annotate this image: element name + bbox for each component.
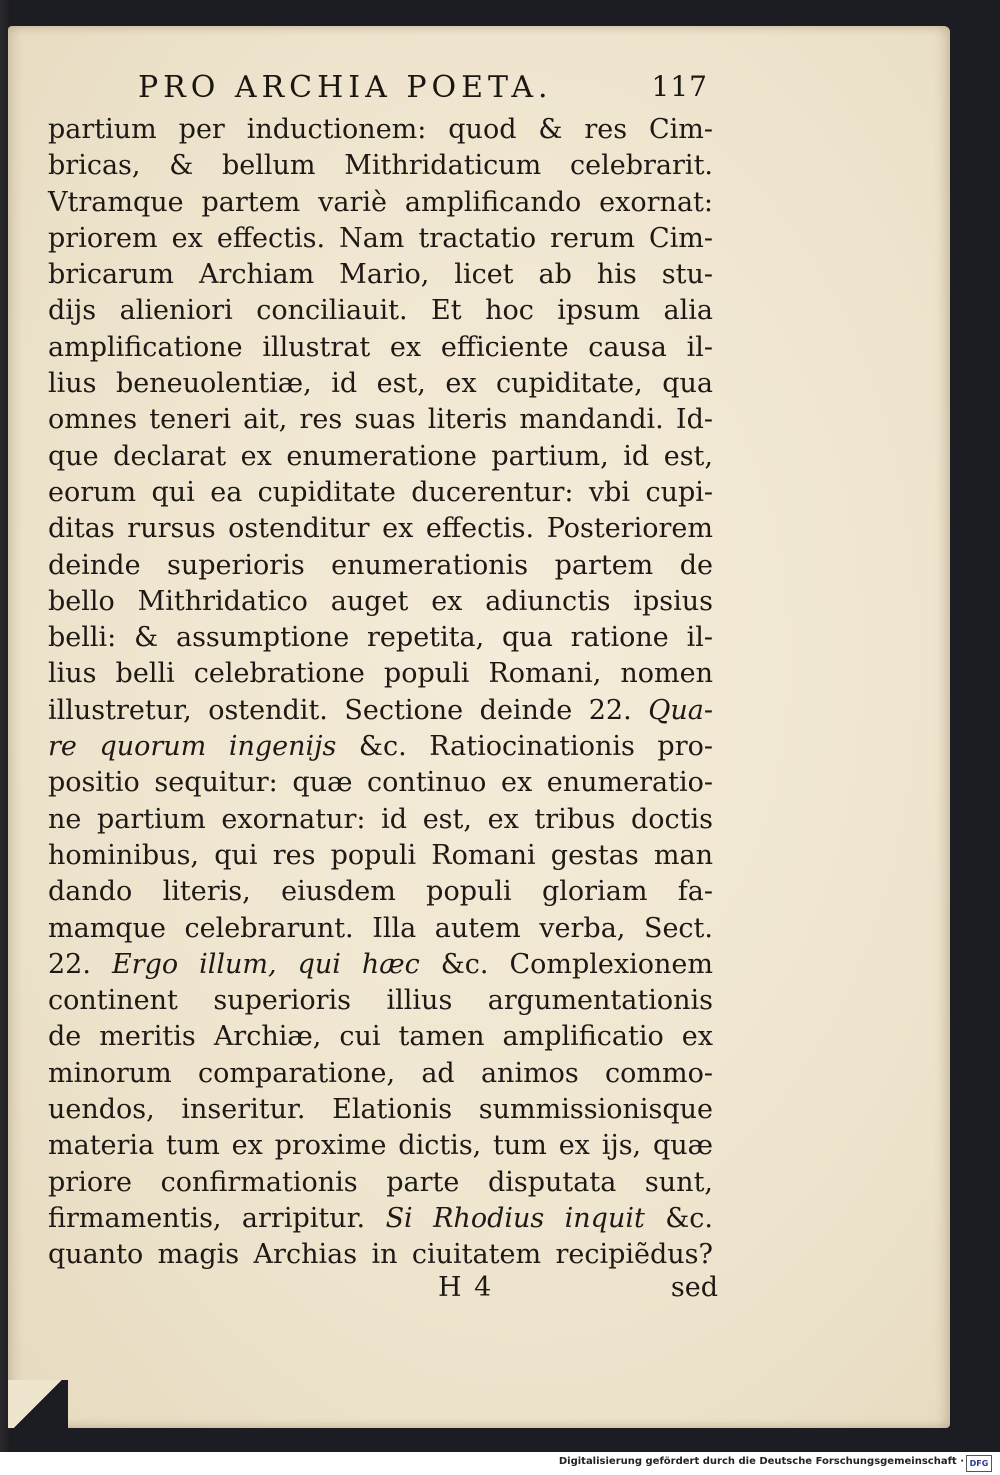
text-line (48, 802, 713, 838)
text-line (48, 185, 713, 221)
text-line (48, 548, 713, 584)
text-segment: quanto magis Archias in ciuitatem recipiẽdus? (48, 1239, 713, 1271)
text-line (48, 947, 713, 983)
text-line (48, 1165, 713, 1201)
text-segment: bello Mithridatico auget ex adiunctis ipsius (48, 585, 713, 617)
digitization-credit: Digitalisierung gefördert durch die Deutsche Forschungsgemeinschaft · (558, 1456, 964, 1467)
text-segment: belli: & assumptione repetita, qua ratione il- (48, 622, 713, 654)
text-line (48, 257, 713, 293)
text-line (48, 366, 713, 402)
text-line (48, 475, 713, 511)
text-segment: bricarum Archiam Mario, licet ab his stu- (48, 259, 713, 291)
text-segment: &c. Ratiocinationis pro- (358, 731, 713, 763)
text-line (48, 838, 713, 874)
body-text (48, 112, 713, 1274)
text-line (48, 330, 713, 366)
text-line (48, 729, 713, 765)
text-line (48, 1092, 713, 1128)
text-line (48, 693, 713, 729)
text-segment: illustretur, ostendit. Sectione deinde 22. (48, 694, 632, 726)
text-line (48, 511, 713, 547)
text-line (48, 656, 713, 692)
page-footer-marks (438, 1272, 718, 1312)
text-segment: deinde superioris enumerationis partem de (48, 549, 713, 581)
text-line (48, 293, 713, 329)
text-line (48, 148, 713, 184)
text-line (48, 439, 713, 475)
text-line (48, 584, 713, 620)
text-segment: lius beneuolentiæ, id est, ex cupiditate, qua (48, 368, 713, 400)
text-segment: dando literis, eiusdem populi gloriam fa- (48, 876, 713, 908)
italic-quotation: Ergo illum, qui hæc (111, 948, 420, 980)
text-segment: de meritis Archiæ, cui tamen amplificatio ex (48, 1021, 713, 1053)
text-segment: ne partium exornatur: id est, ex tribus doctis (48, 803, 713, 835)
text-segment: ditas rursus ostenditur ex effectis. Posteriorem (48, 513, 713, 545)
text-segment: positio sequitur: quæ continuo ex enumeratio- (48, 767, 713, 799)
text-segment: amplificatione illustrat ex efficiente causa il- (48, 331, 713, 363)
text-segment: uendos, inseritur. Elationis summissionisque (48, 1094, 713, 1126)
text-line (48, 112, 713, 148)
text-line (48, 1128, 713, 1164)
text-segment: priorem ex effectis. Nam tractatio rerum Cim- (48, 222, 713, 254)
book-page (8, 26, 950, 1428)
text-line (48, 1019, 713, 1055)
text-segment: partium per inductionem: quod & res Cim- (48, 114, 713, 145)
text-line (48, 620, 713, 656)
page-number: 117 (651, 70, 708, 103)
text-line (48, 874, 713, 910)
text-segment: minorum comparatione, ad animos commo- (48, 1057, 713, 1089)
text-segment: lius belli celebratione populi Romani, nomen (48, 658, 713, 690)
page-corner-fold (8, 1380, 68, 1428)
text-segment: hominibus, qui res populi Romani gestas man (48, 839, 713, 871)
text-segment: bricas, & bellum Mithridaticum celebrarit. (48, 150, 713, 182)
text-line (48, 1056, 713, 1092)
text-line (48, 983, 713, 1019)
text-line (48, 765, 713, 801)
text-segment: priore confirmationis parte disputata sunt, (48, 1166, 713, 1198)
running-head (138, 70, 708, 114)
text-segment: firmamentis, arripitur. (48, 1202, 366, 1234)
text-segment: mamque celebrarunt. Illa autem verba, Sect. (48, 912, 713, 944)
italic-quotation: re quorum ingenijs (48, 731, 337, 763)
text-segment: dijs alieniori conciliauit. Et hoc ipsum alia (48, 295, 713, 327)
digitization-footer (0, 1452, 1000, 1475)
text-segment: continent superioris illius argumentationis (48, 985, 713, 1017)
text-segment: eorum qui ea cupiditate ducerentur: vbi cupi- (48, 476, 713, 508)
running-head-title: PRO ARCHIA POETA. (138, 70, 553, 105)
text-line (48, 911, 713, 947)
text-segment: Vtramque partem variè amplificando exornat: (48, 186, 713, 218)
italic-quotation: Qua- (648, 694, 713, 726)
text-segment: 22. (48, 948, 91, 980)
italic-quotation: Si Rhodius inquit (385, 1202, 645, 1234)
text-line (48, 402, 713, 438)
text-segment: que declarat ex enumeratione partium, id est, (48, 440, 713, 472)
text-line (48, 221, 713, 257)
signature-mark: H 4 (438, 1272, 494, 1303)
text-segment: &c. (665, 1202, 713, 1234)
text-segment: &c. Complexionem (440, 948, 713, 980)
text-segment: materia tum ex proxime dictis, tum ex ijs, quæ (48, 1130, 713, 1162)
text-line (48, 1237, 713, 1273)
text-segment: omnes teneri ait, res suas literis mandandi. Id- (48, 404, 713, 436)
text-line (48, 1201, 713, 1237)
dfg-logo: DFG (966, 1455, 992, 1472)
catchword: sed (670, 1272, 718, 1303)
